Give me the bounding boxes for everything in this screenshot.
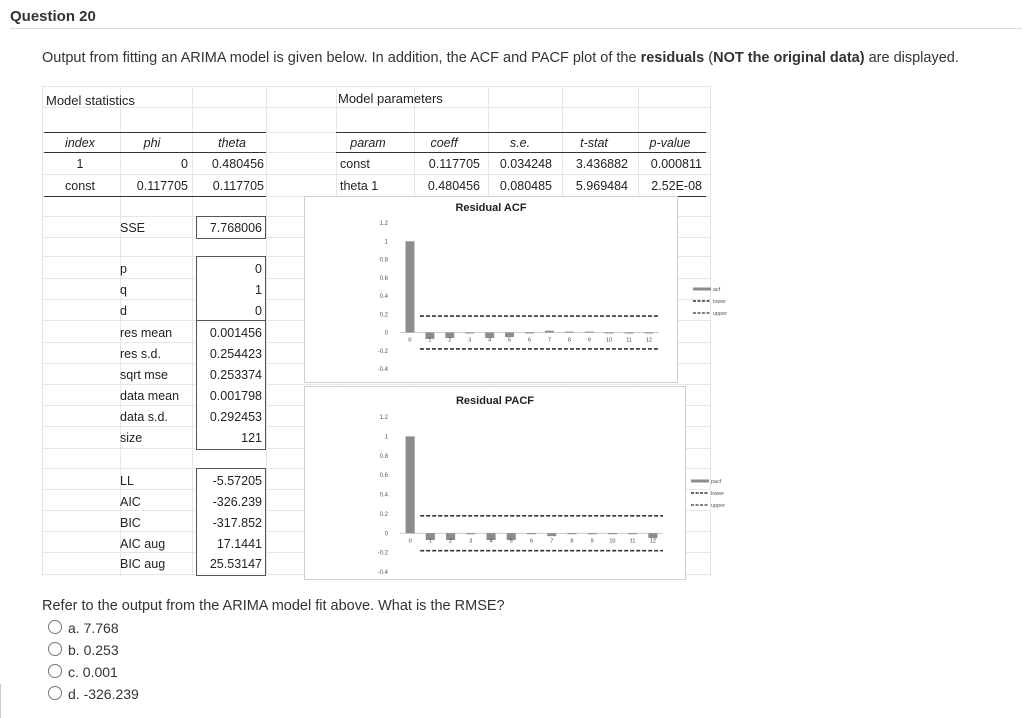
y-tick-label: -0.4 bbox=[377, 570, 388, 576]
stats-cell: 1 bbox=[76, 157, 84, 171]
y-tick-label: 0.2 bbox=[379, 511, 388, 518]
stats-header-index: index bbox=[65, 136, 95, 150]
bar bbox=[585, 332, 594, 333]
x-tick-label: 8 bbox=[570, 538, 574, 545]
order-value-d: 0 bbox=[255, 304, 262, 318]
order-label-d: d bbox=[120, 304, 127, 318]
stats-cell: const bbox=[65, 179, 95, 193]
x-tick-label: 9 bbox=[587, 337, 591, 344]
bar bbox=[465, 333, 474, 334]
bar bbox=[545, 331, 554, 333]
y-tick-label: 0 bbox=[384, 330, 388, 337]
y-tick-label: 1 bbox=[384, 239, 388, 246]
bar bbox=[547, 533, 556, 536]
intro-text-3: are displayed. bbox=[864, 50, 959, 66]
option-label: b. 0.253 bbox=[68, 642, 119, 658]
option-d[interactable] bbox=[48, 686, 139, 702]
legend-label: upper bbox=[713, 311, 728, 317]
stat-label: data mean bbox=[120, 389, 180, 403]
x-tick-label: 4 bbox=[489, 538, 493, 545]
x-tick-label: 0 bbox=[408, 538, 412, 545]
y-tick-label: 0.4 bbox=[379, 492, 388, 499]
stats-cell: 0.117705 bbox=[212, 179, 264, 193]
order-label-p: p bbox=[120, 262, 127, 276]
y-tick-label: 0.6 bbox=[379, 275, 388, 282]
x-tick-label: 11 bbox=[626, 337, 632, 344]
params-cell: 0.000811 bbox=[650, 157, 702, 171]
criteria-label: AIC aug bbox=[120, 537, 166, 551]
y-tick-label: 0.8 bbox=[379, 453, 388, 460]
x-tick-label: 1 bbox=[428, 538, 432, 545]
params-cell: 0.034248 bbox=[499, 157, 552, 171]
x-tick-label: 5 bbox=[509, 538, 513, 545]
y-tick-label: 0.8 bbox=[379, 257, 388, 264]
radio-icon[interactable] bbox=[48, 620, 62, 634]
params-header-se: s.e. bbox=[509, 136, 531, 150]
params-header-coeff: coeff bbox=[430, 136, 458, 150]
intro-text-2: ( bbox=[704, 50, 714, 66]
stat-value: 0.254423 bbox=[209, 347, 262, 361]
y-tick-label: 1.2 bbox=[379, 415, 388, 421]
params-table-headerline bbox=[336, 152, 706, 153]
stats-table-bottomline bbox=[44, 196, 266, 197]
bar bbox=[625, 333, 634, 334]
spreadsheet-output bbox=[42, 86, 728, 576]
x-tick-label: 6 bbox=[527, 337, 532, 344]
option-label: a. 7.768 bbox=[68, 620, 119, 636]
x-tick-label: 9 bbox=[590, 538, 594, 545]
params-table-topline bbox=[336, 132, 706, 133]
criteria-label: BIC aug bbox=[120, 557, 166, 571]
bar bbox=[605, 333, 614, 334]
x-tick-label: 4 bbox=[488, 337, 492, 344]
question-intro bbox=[42, 50, 959, 66]
bar bbox=[466, 533, 475, 534]
gridline-row bbox=[42, 174, 710, 175]
params-header-tstat: t-stat bbox=[580, 136, 608, 150]
x-tick-label: 7 bbox=[550, 538, 554, 545]
params-cell: 3.436882 bbox=[575, 157, 628, 171]
y-tick-label: -0.4 bbox=[377, 367, 388, 373]
option-a[interactable] bbox=[48, 620, 119, 636]
params-header-pvalue: p-value bbox=[649, 136, 691, 150]
params-cell: const bbox=[340, 157, 370, 171]
residual-pacf-chart bbox=[304, 386, 726, 580]
stat-value: 121 bbox=[241, 431, 262, 445]
criteria-value: 25.53147 bbox=[209, 557, 262, 571]
params-cell: 0.080485 bbox=[499, 179, 552, 193]
stat-label: res mean bbox=[120, 326, 173, 340]
pacf-chart-title: Residual PACF bbox=[455, 395, 535, 407]
option-c[interactable] bbox=[48, 664, 118, 680]
acf-plot bbox=[305, 197, 728, 382]
question-prompt: Refer to the output from the ARIMA model fit above. What is the RMSE? bbox=[42, 598, 505, 614]
stat-label: size bbox=[120, 431, 143, 445]
bar bbox=[608, 533, 617, 534]
stats-cell: 0.117705 bbox=[136, 179, 188, 193]
radio-icon[interactable] bbox=[48, 664, 62, 678]
criteria-value: -317.852 bbox=[212, 516, 262, 530]
order-value-q: 1 bbox=[255, 283, 262, 297]
legend-label: pacf bbox=[711, 479, 722, 485]
stats-cell: 0.480456 bbox=[211, 157, 264, 171]
gridline-row bbox=[42, 107, 710, 108]
y-tick-label: 0.4 bbox=[379, 294, 388, 300]
x-tick-label: 10 bbox=[609, 538, 616, 545]
question-title: Question 20 bbox=[10, 8, 96, 25]
stats-cell: 0 bbox=[181, 157, 188, 171]
intro-text-1: Output from fitting an ARIMA model is given below. In addition, the ACF and PACF plot of the bbox=[42, 50, 641, 66]
stats-table-topline bbox=[44, 132, 266, 133]
x-tick-label: 12 bbox=[649, 538, 656, 545]
x-tick-label: 2 bbox=[448, 337, 452, 344]
x-tick-label: 11 bbox=[629, 538, 636, 545]
stats-header-theta: theta bbox=[218, 136, 246, 150]
x-tick-label: 0 bbox=[408, 337, 412, 344]
title-divider bbox=[10, 28, 1022, 29]
intro-bold-not-original: NOT the original data) bbox=[713, 50, 865, 66]
y-tick-label: 0.2 bbox=[379, 312, 388, 319]
x-tick-label: 7 bbox=[547, 337, 551, 344]
x-tick-label: 8 bbox=[567, 337, 571, 344]
legend-label: lower bbox=[711, 491, 725, 497]
params-cell: 0.480456 bbox=[427, 179, 480, 193]
x-tick-label: 1 bbox=[428, 337, 432, 344]
acf-chart-title: Residual ACF bbox=[455, 202, 527, 214]
criteria-value: -5.57205 bbox=[212, 474, 262, 488]
x-tick-label: 6 bbox=[529, 538, 534, 545]
params-header-param: param bbox=[350, 136, 386, 150]
bar bbox=[628, 533, 637, 534]
criteria-label: LL bbox=[120, 474, 134, 488]
params-cell: 2.52E-08 bbox=[651, 179, 702, 193]
y-tick-label: 0 bbox=[384, 531, 388, 538]
gridline-row bbox=[42, 384, 710, 385]
legend-label: lower bbox=[713, 299, 727, 305]
radio-icon[interactable] bbox=[48, 642, 62, 656]
x-tick-label: 3 bbox=[468, 337, 472, 344]
bar bbox=[406, 436, 415, 533]
pacf-plot bbox=[305, 387, 726, 579]
stat-value: 0.253374 bbox=[209, 368, 262, 382]
x-tick-label: 2 bbox=[449, 538, 453, 545]
y-tick-label: 1.2 bbox=[379, 221, 388, 227]
x-tick-label: 12 bbox=[645, 337, 653, 344]
stat-value: 0.001798 bbox=[209, 389, 262, 403]
bar bbox=[645, 333, 654, 334]
stat-label: res s.d. bbox=[120, 347, 161, 361]
gridline-row bbox=[42, 86, 710, 87]
radio-icon[interactable] bbox=[48, 686, 62, 700]
gridline-col bbox=[266, 86, 267, 576]
stat-label: sqrt mse bbox=[120, 368, 168, 382]
sse-value: 7.768006 bbox=[209, 221, 262, 235]
x-tick-label: 3 bbox=[469, 538, 473, 545]
bar bbox=[588, 533, 597, 534]
option-b[interactable] bbox=[48, 642, 119, 658]
intro-bold-residuals: residuals bbox=[640, 50, 705, 66]
y-tick-label: -0.2 bbox=[377, 348, 388, 355]
params-cell: theta 1 bbox=[340, 179, 379, 193]
residual-acf-chart bbox=[304, 196, 728, 383]
y-tick-label: 0.6 bbox=[379, 473, 388, 480]
criteria-value: -326.239 bbox=[212, 495, 262, 509]
gridline-col bbox=[42, 86, 43, 576]
bar bbox=[565, 332, 574, 333]
criteria-label: AIC bbox=[120, 495, 141, 509]
stats-header-phi: phi bbox=[143, 136, 161, 150]
bar bbox=[405, 241, 414, 332]
criteria-value: 17.1441 bbox=[216, 537, 262, 551]
legend-label: acf bbox=[713, 287, 721, 293]
left-edge-marker bbox=[0, 684, 11, 718]
model-statistics-title: Model statistics bbox=[46, 93, 135, 108]
stat-label: data s.d. bbox=[120, 410, 168, 424]
params-cell: 5.969484 bbox=[575, 179, 628, 193]
sse-label: SSE bbox=[120, 221, 146, 235]
x-tick-label: 5 bbox=[508, 337, 512, 344]
y-tick-label: 1 bbox=[384, 434, 388, 441]
stat-value: 0.292453 bbox=[209, 410, 262, 424]
bar bbox=[567, 533, 576, 534]
stat-value: 0.001456 bbox=[209, 326, 262, 340]
bar bbox=[527, 533, 536, 534]
params-cell: 0.117705 bbox=[428, 157, 480, 171]
bar bbox=[505, 333, 514, 338]
option-label: d. -326.239 bbox=[68, 686, 139, 702]
order-label-q: q bbox=[120, 283, 127, 297]
legend-label: upper bbox=[711, 503, 726, 509]
y-tick-label: -0.2 bbox=[377, 550, 388, 557]
order-value-p: 0 bbox=[255, 262, 262, 276]
model-parameters-title: Model parameters bbox=[338, 91, 443, 106]
criteria-label: BIC bbox=[120, 516, 141, 530]
stats-table-headerline bbox=[44, 152, 266, 153]
x-tick-label: 10 bbox=[606, 337, 613, 344]
option-label: c. 0.001 bbox=[68, 664, 118, 680]
bar bbox=[525, 333, 534, 334]
